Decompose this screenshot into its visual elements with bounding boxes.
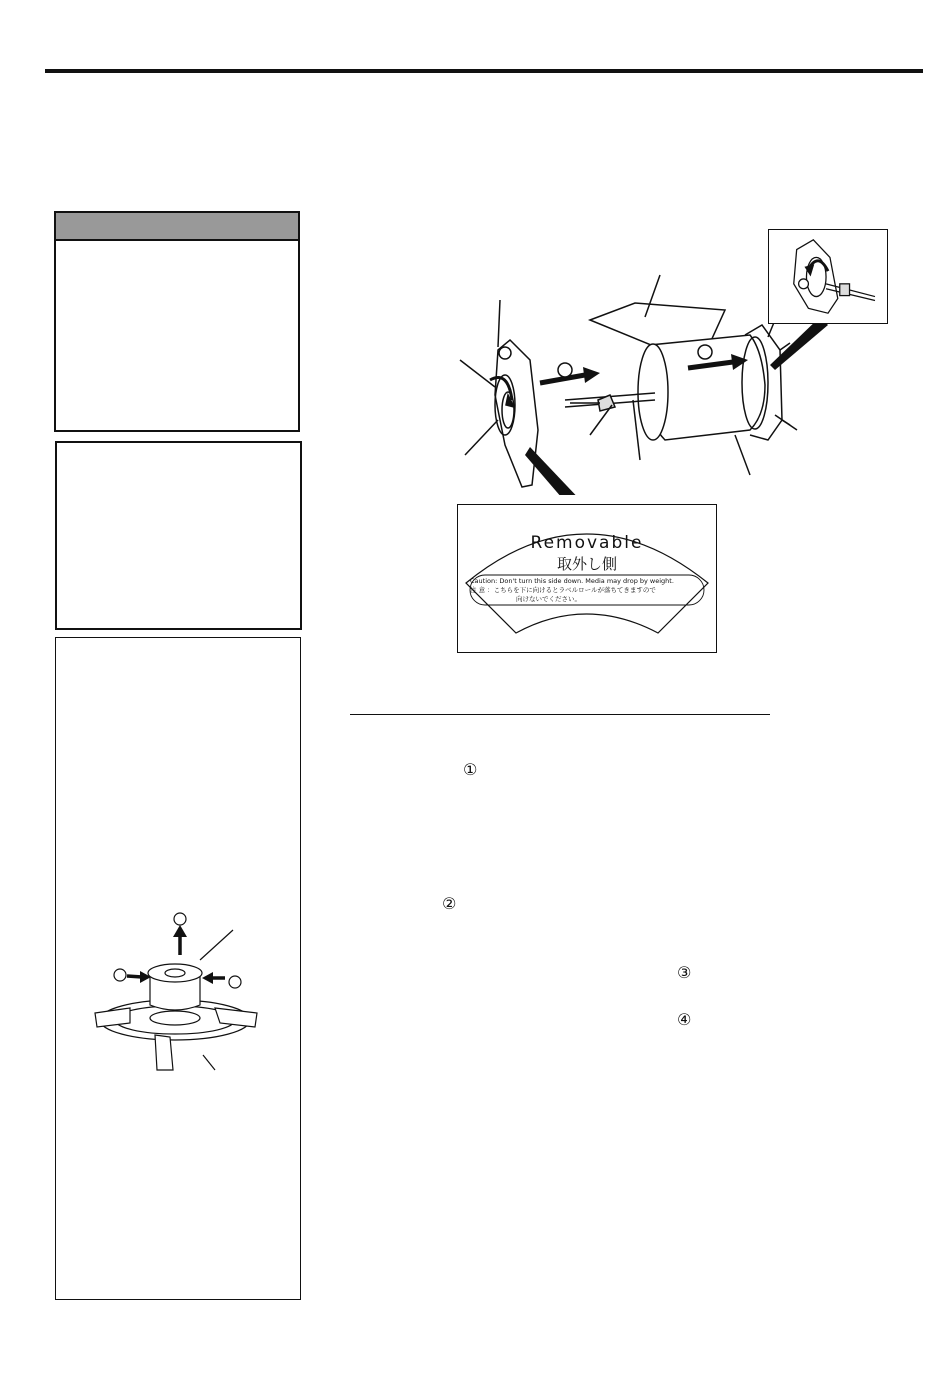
note-box [55, 441, 302, 630]
label-title: Removable [530, 533, 644, 553]
label-caution-text [470, 577, 710, 604]
removable-label-panel [457, 504, 717, 653]
caution-box-header [56, 213, 298, 241]
inset-detail-illustration [768, 229, 888, 324]
holder-hub-illustration [85, 905, 275, 1080]
caution-box [54, 211, 300, 432]
caution-row-3: 向けないでください。 [516, 595, 581, 603]
label-japanese-title: 取外し側 [556, 555, 617, 573]
caution-row-1: Caution: Don't turn this side down. Media may drop by weight. [470, 577, 674, 585]
section-rule [350, 714, 770, 715]
step-4-marker: ④ [677, 1010, 692, 1029]
caution-row-2: 注 意 ：こちらを下に向けるとラベルロールが落ちてきますので [470, 586, 656, 594]
top-rule [45, 69, 923, 73]
step-2-marker: ② [442, 894, 457, 913]
step-3-marker: ③ [677, 963, 692, 982]
step-1-marker: ① [463, 760, 478, 779]
